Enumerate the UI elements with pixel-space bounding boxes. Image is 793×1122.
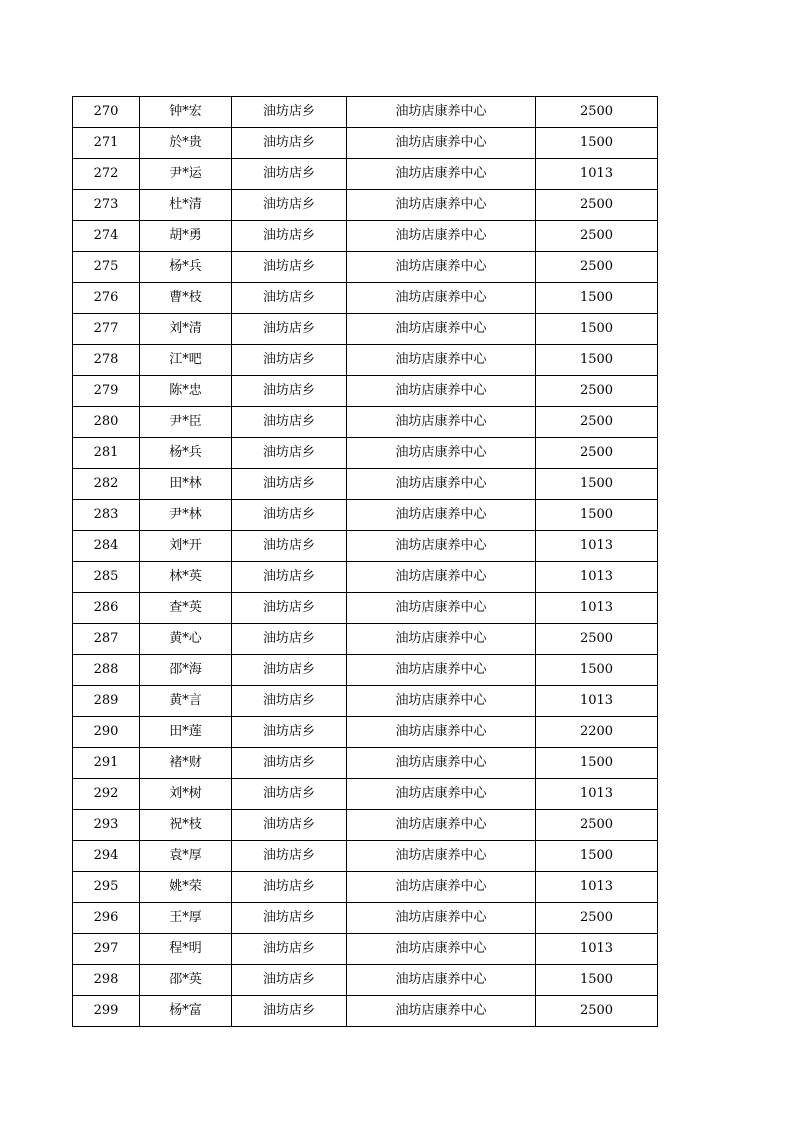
name-cell: 邵*海 xyxy=(140,655,232,686)
township-cell: 油坊店乡 xyxy=(232,469,347,500)
amount-cell: 1013 xyxy=(536,159,658,190)
amount-cell: 2500 xyxy=(536,376,658,407)
name-cell: 姚*荣 xyxy=(140,872,232,903)
name-cell: 杨*富 xyxy=(140,996,232,1027)
name-cell: 杜*清 xyxy=(140,190,232,221)
row-number-cell: 274 xyxy=(73,221,140,252)
institution-cell: 油坊店康养中心 xyxy=(347,748,536,779)
institution-cell: 油坊店康养中心 xyxy=(347,407,536,438)
institution-cell: 油坊店康养中心 xyxy=(347,841,536,872)
name-cell: 刘*树 xyxy=(140,779,232,810)
name-cell: 黄*言 xyxy=(140,686,232,717)
row-number-cell: 279 xyxy=(73,376,140,407)
table-row xyxy=(73,283,658,314)
row-number-cell: 271 xyxy=(73,128,140,159)
township-cell: 油坊店乡 xyxy=(232,965,347,996)
amount-cell: 2500 xyxy=(536,97,658,128)
name-cell: 查*英 xyxy=(140,593,232,624)
institution-cell: 油坊店康养中心 xyxy=(347,314,536,345)
table-row xyxy=(73,345,658,376)
name-cell: 尹*林 xyxy=(140,500,232,531)
name-cell: 祝*枝 xyxy=(140,810,232,841)
name-cell: 尹*臣 xyxy=(140,407,232,438)
table-row xyxy=(73,376,658,407)
row-number-cell: 272 xyxy=(73,159,140,190)
row-number-cell: 297 xyxy=(73,934,140,965)
institution-cell: 油坊店康养中心 xyxy=(347,810,536,841)
institution-cell: 油坊店康养中心 xyxy=(347,717,536,748)
row-number-cell: 286 xyxy=(73,593,140,624)
township-cell: 油坊店乡 xyxy=(232,252,347,283)
amount-cell: 2500 xyxy=(536,190,658,221)
amount-cell: 2500 xyxy=(536,252,658,283)
name-cell: 於*贵 xyxy=(140,128,232,159)
row-number-cell: 298 xyxy=(73,965,140,996)
row-number-cell: 275 xyxy=(73,252,140,283)
institution-cell: 油坊店康养中心 xyxy=(347,779,536,810)
table-row xyxy=(73,779,658,810)
township-cell: 油坊店乡 xyxy=(232,593,347,624)
name-cell: 王*厚 xyxy=(140,903,232,934)
row-number-cell: 299 xyxy=(73,996,140,1027)
township-cell: 油坊店乡 xyxy=(232,190,347,221)
township-cell: 油坊店乡 xyxy=(232,624,347,655)
township-cell: 油坊店乡 xyxy=(232,655,347,686)
row-number-cell: 270 xyxy=(73,97,140,128)
table-row xyxy=(73,97,658,128)
row-number-cell: 273 xyxy=(73,190,140,221)
table-row xyxy=(73,810,658,841)
township-cell: 油坊店乡 xyxy=(232,717,347,748)
township-cell: 油坊店乡 xyxy=(232,841,347,872)
township-cell: 油坊店乡 xyxy=(232,996,347,1027)
name-cell: 胡*勇 xyxy=(140,221,232,252)
row-number-cell: 290 xyxy=(73,717,140,748)
name-cell: 刘*开 xyxy=(140,531,232,562)
township-cell: 油坊店乡 xyxy=(232,345,347,376)
row-number-cell: 293 xyxy=(73,810,140,841)
table-row xyxy=(73,469,658,500)
name-cell: 曹*枝 xyxy=(140,283,232,314)
table-row xyxy=(73,965,658,996)
amount-cell: 2200 xyxy=(536,717,658,748)
row-number-cell: 280 xyxy=(73,407,140,438)
township-cell: 油坊店乡 xyxy=(232,407,347,438)
township-cell: 油坊店乡 xyxy=(232,283,347,314)
institution-cell: 油坊店康养中心 xyxy=(347,500,536,531)
table-row xyxy=(73,655,658,686)
institution-cell: 油坊店康养中心 xyxy=(347,872,536,903)
township-cell: 油坊店乡 xyxy=(232,686,347,717)
institution-cell: 油坊店康养中心 xyxy=(347,376,536,407)
township-cell: 油坊店乡 xyxy=(232,562,347,593)
table-row xyxy=(73,593,658,624)
amount-cell: 2500 xyxy=(536,438,658,469)
name-cell: 邵*英 xyxy=(140,965,232,996)
row-number-cell: 294 xyxy=(73,841,140,872)
row-number-cell: 277 xyxy=(73,314,140,345)
name-cell: 杨*兵 xyxy=(140,252,232,283)
table-row xyxy=(73,221,658,252)
table-row xyxy=(73,996,658,1027)
amount-cell: 2500 xyxy=(536,810,658,841)
row-number-cell: 281 xyxy=(73,438,140,469)
township-cell: 油坊店乡 xyxy=(232,903,347,934)
township-cell: 油坊店乡 xyxy=(232,810,347,841)
amount-cell: 1500 xyxy=(536,500,658,531)
table-row xyxy=(73,190,658,221)
row-number-cell: 289 xyxy=(73,686,140,717)
institution-cell: 油坊店康养中心 xyxy=(347,686,536,717)
amount-cell: 2500 xyxy=(536,407,658,438)
table-row xyxy=(73,407,658,438)
amount-cell: 1500 xyxy=(536,314,658,345)
institution-cell: 油坊店康养中心 xyxy=(347,562,536,593)
subsidy-table xyxy=(72,96,658,1027)
row-number-cell: 276 xyxy=(73,283,140,314)
table-row xyxy=(73,128,658,159)
table-row xyxy=(73,624,658,655)
row-number-cell: 283 xyxy=(73,500,140,531)
table-row xyxy=(73,934,658,965)
name-cell: 褚*财 xyxy=(140,748,232,779)
township-cell: 油坊店乡 xyxy=(232,500,347,531)
name-cell: 程*明 xyxy=(140,934,232,965)
table-row xyxy=(73,903,658,934)
row-number-cell: 278 xyxy=(73,345,140,376)
table-row xyxy=(73,159,658,190)
name-cell: 田*莲 xyxy=(140,717,232,748)
institution-cell: 油坊店康养中心 xyxy=(347,438,536,469)
institution-cell: 油坊店康养中心 xyxy=(347,655,536,686)
township-cell: 油坊店乡 xyxy=(232,97,347,128)
institution-cell: 油坊店康养中心 xyxy=(347,934,536,965)
amount-cell: 1500 xyxy=(536,655,658,686)
institution-cell: 油坊店康养中心 xyxy=(347,221,536,252)
township-cell: 油坊店乡 xyxy=(232,531,347,562)
table-row xyxy=(73,252,658,283)
amount-cell: 1500 xyxy=(536,748,658,779)
row-number-cell: 287 xyxy=(73,624,140,655)
row-number-cell: 284 xyxy=(73,531,140,562)
name-cell: 江*吧 xyxy=(140,345,232,376)
name-cell: 田*林 xyxy=(140,469,232,500)
row-number-cell: 292 xyxy=(73,779,140,810)
amount-cell: 1500 xyxy=(536,841,658,872)
amount-cell: 2500 xyxy=(536,624,658,655)
table-row xyxy=(73,686,658,717)
row-number-cell: 285 xyxy=(73,562,140,593)
township-cell: 油坊店乡 xyxy=(232,376,347,407)
institution-cell: 油坊店康养中心 xyxy=(347,469,536,500)
township-cell: 油坊店乡 xyxy=(232,159,347,190)
amount-cell: 1013 xyxy=(536,531,658,562)
township-cell: 油坊店乡 xyxy=(232,748,347,779)
institution-cell: 油坊店康养中心 xyxy=(347,903,536,934)
table-row xyxy=(73,531,658,562)
table-row xyxy=(73,314,658,345)
name-cell: 杨*兵 xyxy=(140,438,232,469)
amount-cell: 1013 xyxy=(536,593,658,624)
table-row xyxy=(73,841,658,872)
amount-cell: 1013 xyxy=(536,779,658,810)
name-cell: 陈*忠 xyxy=(140,376,232,407)
township-cell: 油坊店乡 xyxy=(232,128,347,159)
institution-cell: 油坊店康养中心 xyxy=(347,593,536,624)
row-number-cell: 296 xyxy=(73,903,140,934)
amount-cell: 1500 xyxy=(536,128,658,159)
township-cell: 油坊店乡 xyxy=(232,872,347,903)
amount-cell: 2500 xyxy=(536,996,658,1027)
row-number-cell: 288 xyxy=(73,655,140,686)
name-cell: 刘*清 xyxy=(140,314,232,345)
name-cell: 林*英 xyxy=(140,562,232,593)
institution-cell: 油坊店康养中心 xyxy=(347,128,536,159)
amount-cell: 1500 xyxy=(536,965,658,996)
table-row xyxy=(73,438,658,469)
amount-cell: 1500 xyxy=(536,283,658,314)
township-cell: 油坊店乡 xyxy=(232,438,347,469)
row-number-cell: 295 xyxy=(73,872,140,903)
institution-cell: 油坊店康养中心 xyxy=(347,159,536,190)
table-row xyxy=(73,500,658,531)
name-cell: 袁*厚 xyxy=(140,841,232,872)
township-cell: 油坊店乡 xyxy=(232,779,347,810)
table-body xyxy=(73,97,658,1027)
table-row xyxy=(73,717,658,748)
institution-cell: 油坊店康养中心 xyxy=(347,190,536,221)
amount-cell: 1013 xyxy=(536,872,658,903)
table-row xyxy=(73,872,658,903)
institution-cell: 油坊店康养中心 xyxy=(347,996,536,1027)
institution-cell: 油坊店康养中心 xyxy=(347,531,536,562)
amount-cell: 1500 xyxy=(536,469,658,500)
name-cell: 黄*心 xyxy=(140,624,232,655)
institution-cell: 油坊店康养中心 xyxy=(347,283,536,314)
township-cell: 油坊店乡 xyxy=(232,934,347,965)
name-cell: 钟*宏 xyxy=(140,97,232,128)
township-cell: 油坊店乡 xyxy=(232,314,347,345)
row-number-cell: 282 xyxy=(73,469,140,500)
row-number-cell: 291 xyxy=(73,748,140,779)
amount-cell: 1500 xyxy=(536,345,658,376)
name-cell: 尹*运 xyxy=(140,159,232,190)
table-row xyxy=(73,748,658,779)
amount-cell: 2500 xyxy=(536,903,658,934)
amount-cell: 1013 xyxy=(536,686,658,717)
institution-cell: 油坊店康养中心 xyxy=(347,97,536,128)
table-row xyxy=(73,562,658,593)
amount-cell: 2500 xyxy=(536,221,658,252)
institution-cell: 油坊店康养中心 xyxy=(347,345,536,376)
amount-cell: 1013 xyxy=(536,562,658,593)
institution-cell: 油坊店康养中心 xyxy=(347,965,536,996)
institution-cell: 油坊店康养中心 xyxy=(347,252,536,283)
township-cell: 油坊店乡 xyxy=(232,221,347,252)
amount-cell: 1013 xyxy=(536,934,658,965)
institution-cell: 油坊店康养中心 xyxy=(347,624,536,655)
